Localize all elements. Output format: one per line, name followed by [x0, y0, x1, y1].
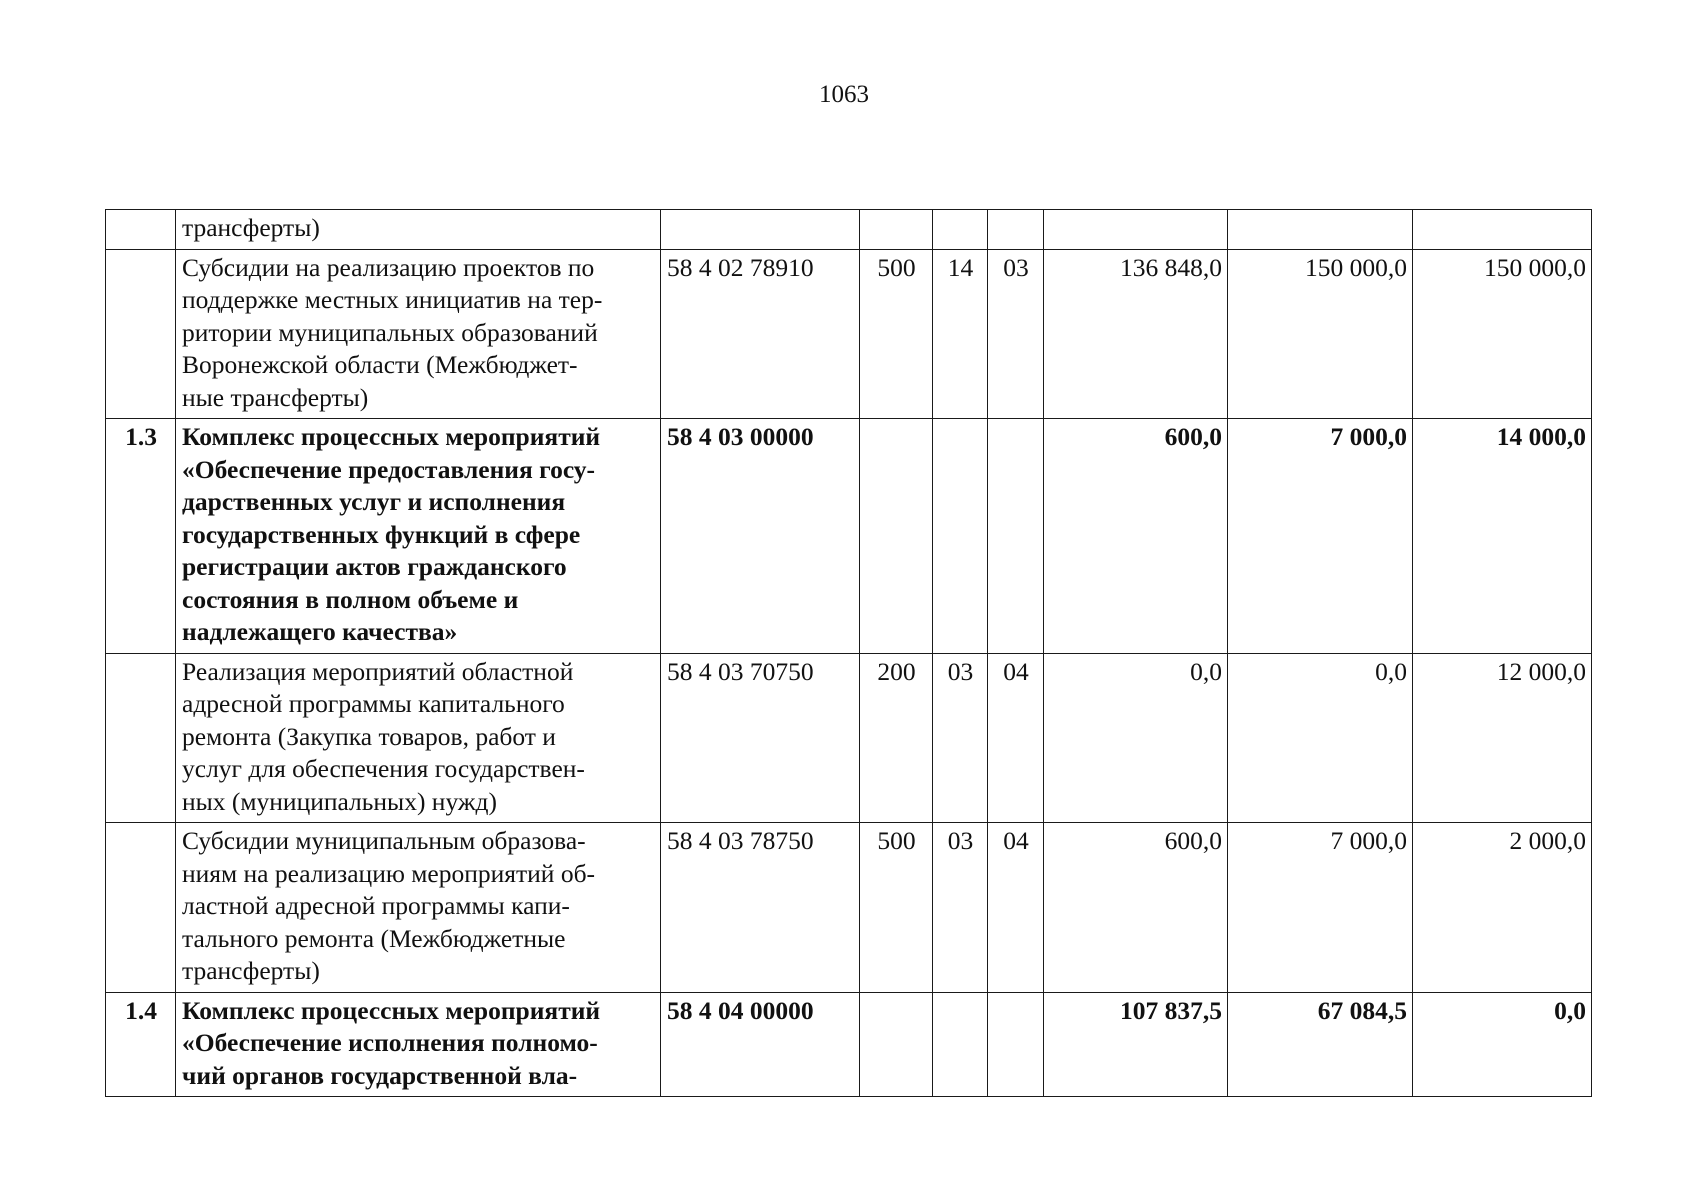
amount-year-3-cell: 14 000,0 [1413, 419, 1592, 654]
expense-type-cell: 200 [860, 653, 933, 823]
amount-year-2-cell: 7 000,0 [1228, 419, 1413, 654]
item-name-line: ниям на реализацию мероприятий об- [182, 858, 596, 888]
subsection-cell: 04 [988, 653, 1044, 823]
subsection-cell [988, 210, 1044, 250]
subsection-cell [988, 419, 1044, 654]
section-cell [933, 992, 988, 1097]
subsection-cell [988, 992, 1044, 1097]
amount-year-1-cell: 600,0 [1044, 419, 1228, 654]
table-body [106, 210, 1592, 1097]
item-name-line: адресной программы капитального [182, 689, 565, 718]
expense-type-cell: 500 [860, 249, 933, 419]
item-name-line: Комплекс процессных мероприятий [182, 422, 601, 451]
row-number-cell [106, 210, 176, 250]
section-cell: 03 [933, 823, 988, 993]
amount-year-1-cell [1044, 210, 1228, 250]
table-row [106, 653, 1592, 823]
item-name-line: ремонта (Закупка товаров, работ и [182, 721, 556, 751]
target-code-cell: 58 4 04 00000 [661, 992, 860, 1097]
section-cell [933, 210, 988, 250]
expense-type-cell: 500 [860, 823, 933, 993]
page-number: 1063 [819, 81, 869, 108]
target-code-cell: 58 4 03 70750 [661, 653, 860, 823]
amount-year-1-cell: 107 837,5 [1044, 992, 1228, 1097]
target-code-cell: 58 4 02 78910 [661, 249, 860, 419]
row-number-cell [106, 249, 176, 419]
table-row [106, 210, 1592, 250]
amount-year-3-cell: 150 000,0 [1413, 249, 1592, 419]
item-name-line: трансферты) [182, 213, 320, 242]
item-name-line: надлежащего качества» [182, 617, 458, 646]
item-name-line: «Обеспечение исполнения полномо- [182, 1028, 598, 1057]
table-row [106, 992, 1592, 1097]
item-name-line: дарственных услуг и исполнения [182, 487, 566, 516]
amount-year-2-cell: 0,0 [1228, 653, 1413, 823]
target-code-cell: 58 4 03 78750 [661, 823, 860, 993]
item-name-line: чий органов государственной вла- [182, 1060, 578, 1090]
amount-year-1-cell: 600,0 [1044, 823, 1228, 993]
item-name-cell [176, 823, 661, 993]
amount-year-2-cell: 150 000,0 [1228, 249, 1413, 419]
amount-year-1-cell: 136 848,0 [1044, 249, 1228, 419]
item-name-line: государственных функций в сфере [182, 519, 581, 549]
target-code-cell [661, 210, 860, 250]
item-name-line: «Обеспечение предоставления госу- [182, 454, 596, 484]
item-name-line: поддержке местных инициатив на тер- [182, 285, 603, 314]
amount-year-3-cell: 12 000,0 [1413, 653, 1592, 823]
expense-type-cell [860, 210, 933, 250]
amount-year-3-cell [1413, 210, 1592, 250]
subsection-cell: 03 [988, 249, 1044, 419]
item-name-line: Реализация мероприятий областной [182, 656, 574, 686]
amount-year-2-cell: 7 000,0 [1228, 823, 1413, 993]
item-name-cell [176, 653, 661, 823]
item-name-line: ных (муниципальных) нужд) [182, 786, 497, 816]
item-name-line: ластной адресной программы капи- [182, 891, 570, 920]
amount-year-2-cell: 67 084,5 [1228, 992, 1413, 1097]
row-number-cell: 1.4 [106, 992, 176, 1097]
row-number-cell [106, 653, 176, 823]
amount-year-3-cell: 0,0 [1413, 992, 1592, 1097]
item-name-line: Субсидии на реализацию проектов по [182, 252, 595, 282]
amount-year-2-cell [1228, 210, 1413, 250]
section-cell: 03 [933, 653, 988, 823]
item-name-line: трансферты) [182, 956, 320, 985]
expense-type-cell [860, 419, 933, 654]
amount-year-3-cell: 2 000,0 [1413, 823, 1592, 993]
item-name-cell [176, 210, 661, 250]
item-name-line: состояния в полном объеме и [182, 584, 519, 614]
item-name-line: Воронежской области (Межбюджет- [182, 350, 578, 379]
item-name-line: ритории муниципальных образований [182, 317, 598, 347]
item-name-line: Субсидии муниципальным образова- [182, 826, 586, 855]
item-name-cell [176, 419, 661, 654]
item-name-cell [176, 992, 661, 1097]
item-name-line: Комплекс процессных мероприятий [182, 995, 601, 1025]
subsection-cell: 04 [988, 823, 1044, 993]
target-code-cell: 58 4 03 00000 [661, 419, 860, 654]
table-row [106, 419, 1592, 654]
expense-type-cell [860, 992, 933, 1097]
row-number-cell [106, 823, 176, 993]
amount-year-1-cell: 0,0 [1044, 653, 1228, 823]
item-name-cell [176, 249, 661, 419]
table-row [106, 823, 1592, 993]
item-name-line: ные трансферты) [182, 382, 369, 412]
item-name-line: услуг для обеспечения государствен- [182, 754, 585, 783]
section-cell [933, 419, 988, 654]
section-cell: 14 [933, 249, 988, 419]
item-name-line: регистрации актов гражданского [182, 552, 567, 581]
item-name-line: тального ремонта (Межбюджетные [182, 923, 566, 953]
table-row [106, 249, 1592, 419]
budget-table [105, 209, 1592, 1097]
row-number-cell: 1.3 [106, 419, 176, 654]
